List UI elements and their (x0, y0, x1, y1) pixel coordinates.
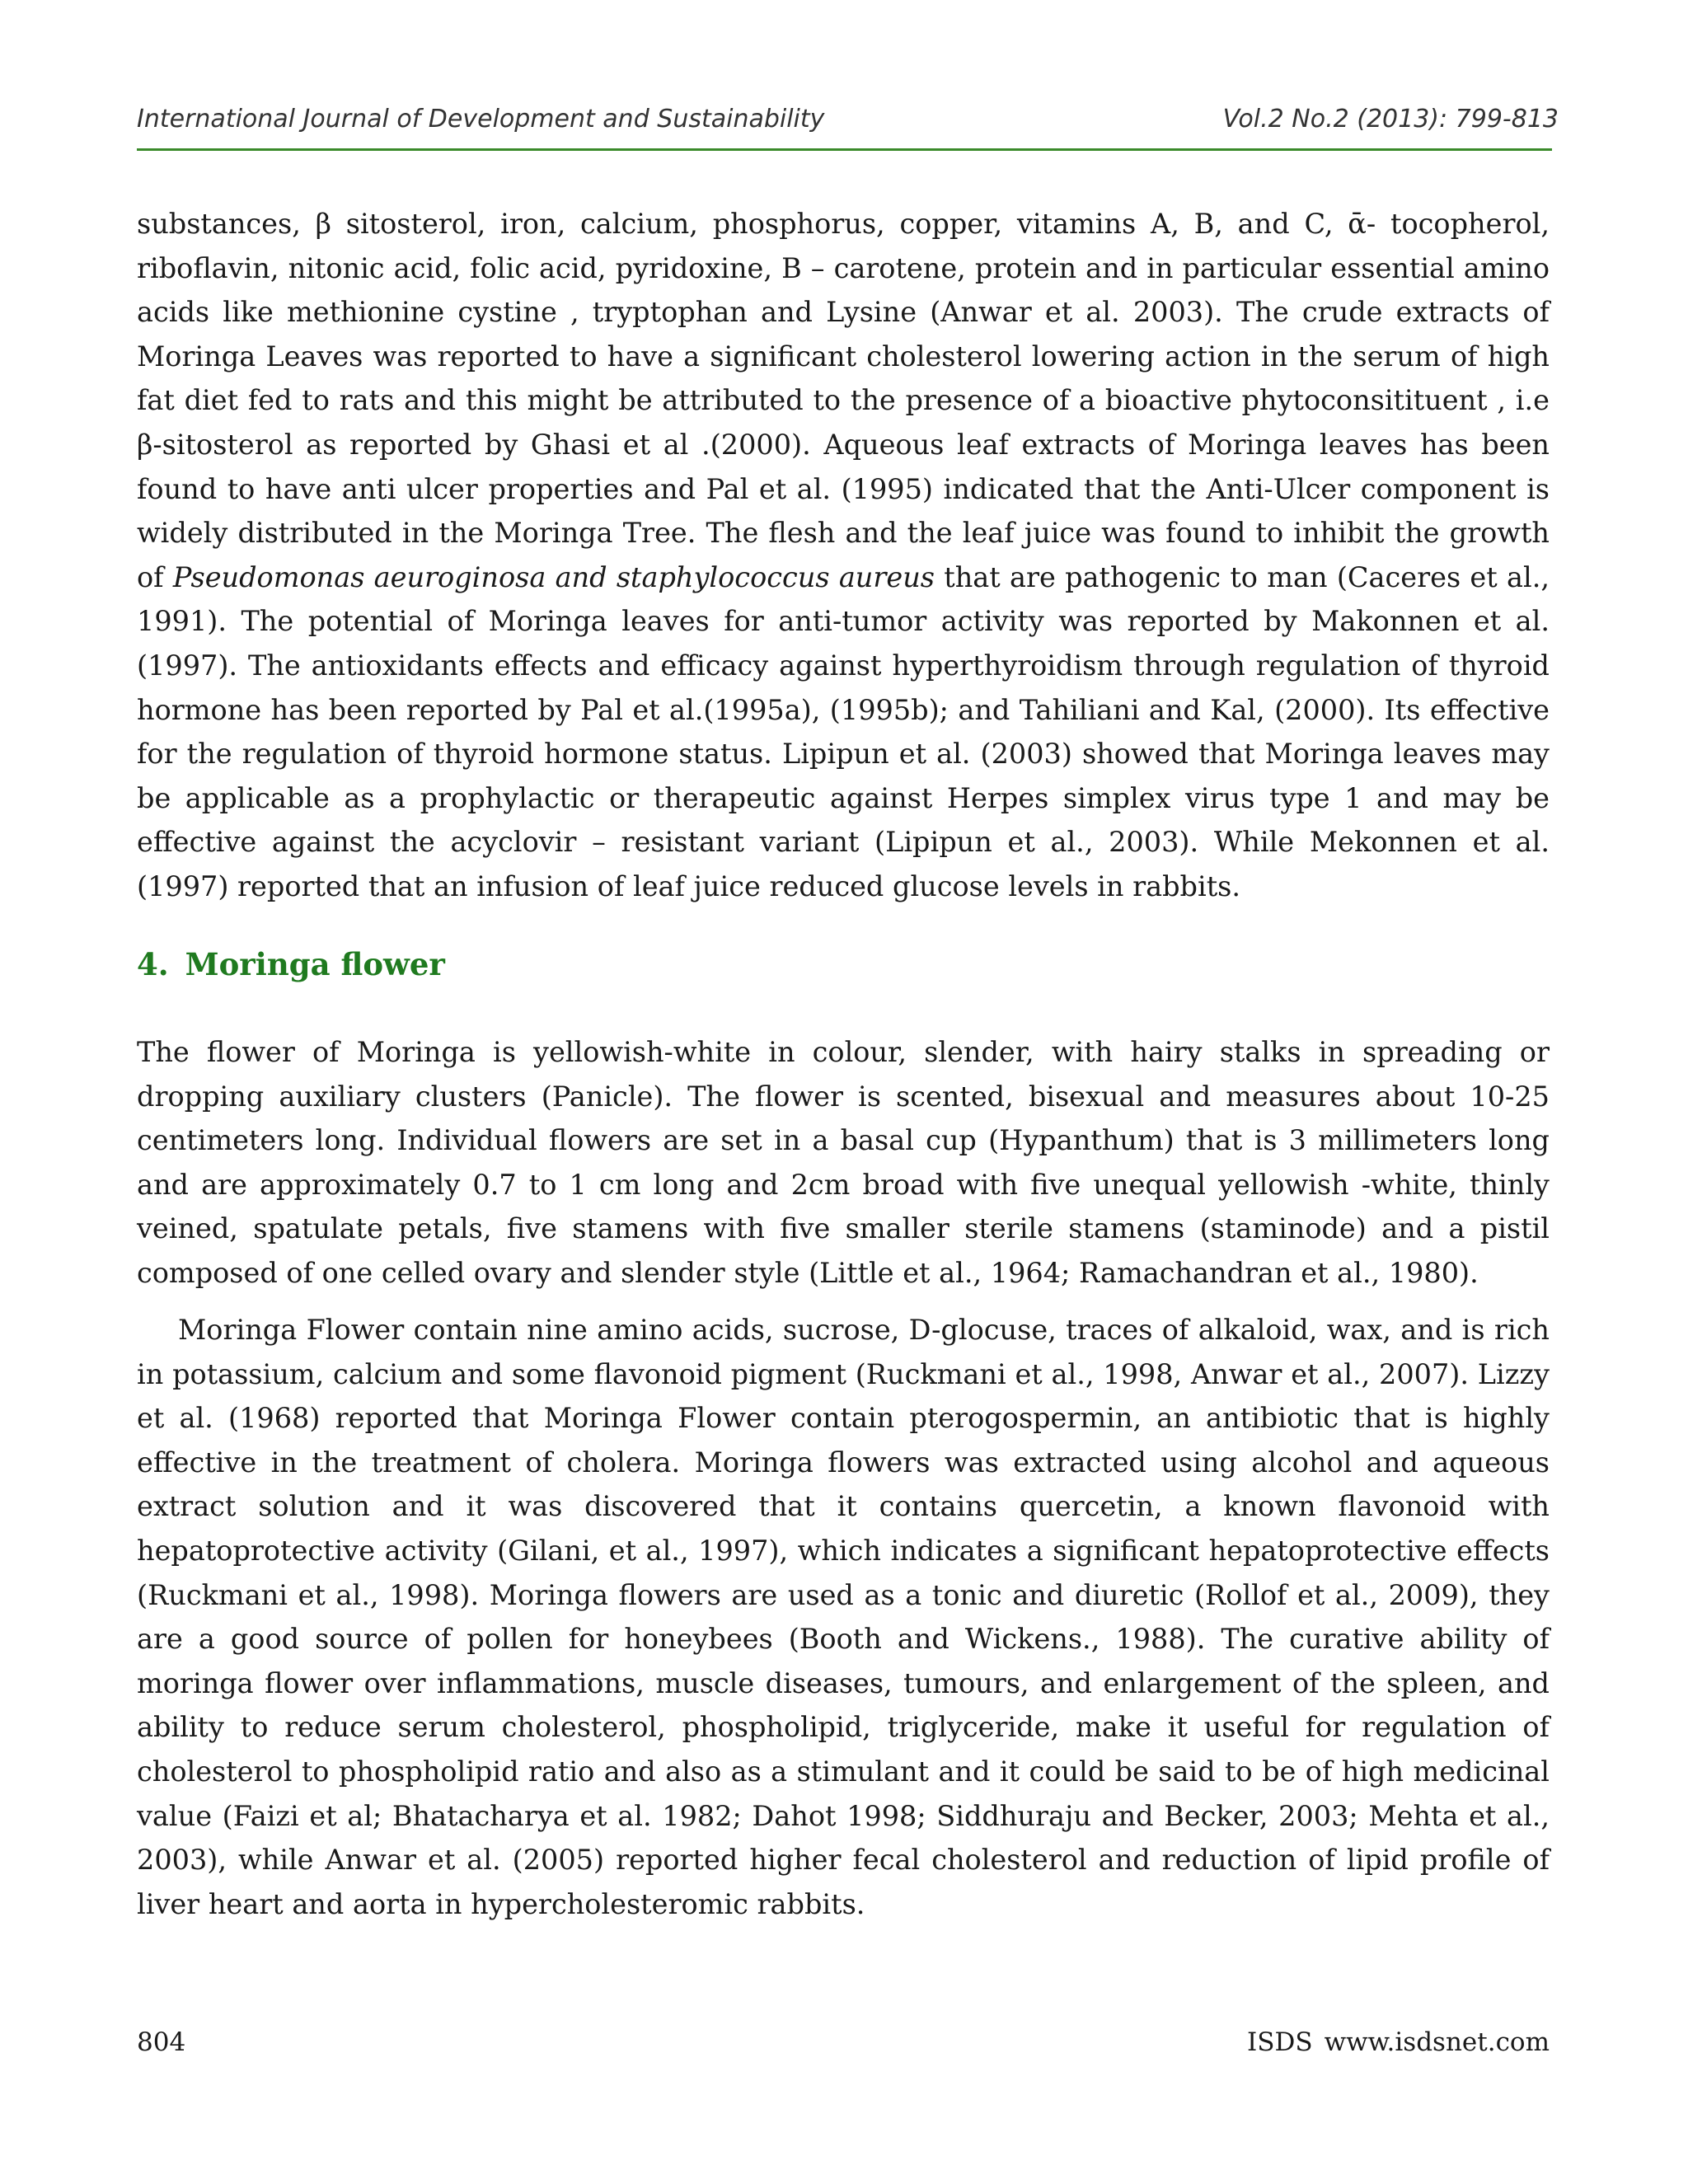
species-names-italic: Pseudomonas aeuroginosa and staphylococcus aureus (172, 560, 935, 593)
paragraph-flower-description: The flower of Moringa is yellowish-white in colour, slender, with hairy stalks in spreading or dropping auxiliary clusters (Panicle). The flower is scented, bisexual and measures about 10-25 centimeters long. Individual flowers are set in a basal cup (Hypanthum) that is 3 millimeters long and are approximately 0.7 to 1 cm long and 2cm broad with five unequal yellowish -white, thinly veined, spatulate petals, five stamens with five smaller sterile stamens (staminode) and a pistil composed of one celled ovary and slender style (Little et al., 1964; Ramachandran et al., 1980). (137, 1036, 1550, 1289)
journal-title: International Journal of Development and Sustainability (137, 105, 825, 134)
section-heading (137, 946, 445, 982)
publisher-website: www.isdsnet.com (1324, 2027, 1550, 2057)
text-segment: substances, β sitosterol, iron, calcium, phosphorus, copper, vitamins A, B, and C, ᾱ- tocopherol, riboflavin, nitonic acid, folic acid, pyridoxine, B – carotene, protein and in particular essential amino acids like methionine cystine , tryptophan and Lysine (Anwar et al. 2003). The crude extracts of Moringa Leaves was reported to have a significant cholesterol lowering action in the serum of high fat diet fed to rats and this might be attributed to the presence of a bioactive phytoconsitituent , i.e β-sitosterol as reported by Ghasi et al .(2000). Aqueous leaf extracts of Moringa leaves has been found to have anti ulcer properties and Pal et al. (1995) indicated that the Anti-Ulcer component is widely distributed in the Moringa Tree. The flesh and the leaf juice was found to inhibit the growth of (137, 208, 1550, 593)
publisher-name: ISDS (1247, 2027, 1313, 2057)
paragraph-leaves-continued (137, 202, 1550, 909)
publisher-info (1247, 2027, 1550, 2057)
text-segment: that are pathogenic to man (Caceres et al., 1991). The potential of Moringa leaves for anti-tumor activity was reported by Makonnen et al. (1997). The antioxidants effects and efficacy against hyperthyroidism through regulation of thyroid hormone has been reported by Pal et al.(1995a), (1995b); and Tahiliani and Kal, (2000). Its effective for the regulation of thyroid hormone status. Lipipun et al. (2003) showed that Moringa leaves may be applicable as a prophylactic or therapeutic against Herpes simplex virus type 1 and may be effective against the acyclovir – resistant variant (Lipipun et al., 2003). While Mekonnen et al. (1997) reported that an infusion of leaf juice reduced glucose levels in rabbits. (137, 560, 1550, 902)
section-title: Moringa flower (185, 946, 445, 982)
section-number: 4. (137, 946, 169, 982)
volume-info: Vol.2 No.2 (2013): 799-813 (1222, 105, 1559, 134)
header-divider (137, 148, 1552, 151)
paragraph-flower-properties: Moringa Flower contain nine amino acids, sucrose, D-glocuse, traces of alkaloid, wax, and is rich in potassium, calcium and some flavonoid pigment (Ruckmani et al., 1998, Anwar et al., 2007). Lizzy et al. (1968) reported that Moringa Flower contain pterogospermin, an antibiotic that is highly effective in the treatment of cholera. Moringa flowers was extracted using alcohol and aqueous extract solution and it was discovered that it contains quercetin, a known flavonoid with hepatoprotective activity (Gilani, et al., 1997), which indicates a significant hepatoprotective effects (Ruckmani et al., 1998). Moringa flowers are used as a tonic and diuretic (Rollof et al., 2009), they are a good source of pollen for honeybees (Booth and Wickens., 1988). The curative ability of moringa flower over inflammations, muscle diseases, tumours, and enlargement of the spleen, and ability to reduce serum cholesterol, phospholipid, triglyceride, make it useful for regulation of cholesterol to phospholipid ratio and also as a stimulant and it could be said to be of high medicinal value (Faizi et al; Bhatacharya et al. 1982; Dahot 1998; Siddhuraju and Becker, 2003; Mehta et al., 2003), while Anwar et al. (2005) reported higher fecal cholesterol and reduction of lipid profile of liver heart and aorta in hypercholesteromic rabbits. (137, 1314, 1550, 1920)
page-footer (137, 2027, 1550, 2057)
page-number: 804 (137, 2027, 186, 2057)
running-header (137, 97, 1559, 134)
